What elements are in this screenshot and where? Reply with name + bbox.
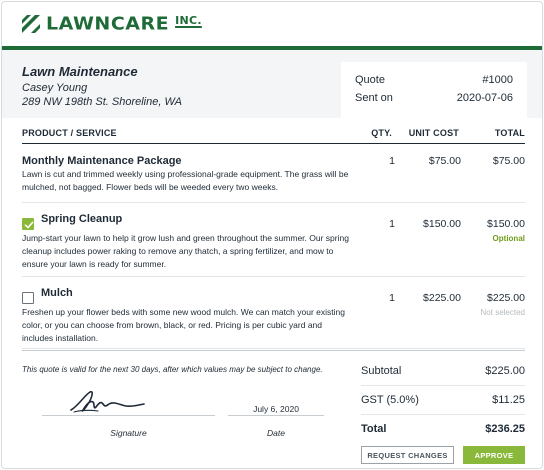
header-total: TOTAL [494,128,525,138]
item-name: Spring Cleanup [41,213,123,225]
quote-title: Lawn Maintenance [22,64,138,79]
quote-meta [341,62,527,118]
item-description: Jump-start your lawn to help it grow lush and green throughout the summer. Our spring cleanup includes power raking to remove any thatch, a spring fertilizer, and mow to ensure your lawn is ready for summer. [22,233,349,269]
brand-logo [22,15,202,33]
quote-number-label: Quote [355,74,385,86]
subtotal-label: Subtotal [361,365,402,377]
item-unit-cost: $150.00 [423,218,461,230]
validity-note: This quote is valid for the next 30 days, after which values may be subject to change. [22,365,323,374]
mulch-checkbox[interactable] [22,292,34,304]
line-item-spring-cleanup [22,203,525,277]
total-row [361,415,525,444]
quote-number-value: #1000 [482,74,513,86]
footer-divider [22,350,525,351]
customer-name: Casey Young [22,82,88,94]
customer-address: 289 NW 198th St. Shoreline, WA [22,96,182,108]
header-product: PRODUCT / SERVICE [22,128,117,138]
tax-label: GST (5.0%) [361,394,419,406]
date-line [228,415,324,416]
signature-date: July 6, 2020 [253,404,299,414]
tax-value: $11.25 [492,394,525,406]
total-label: Total [361,423,387,435]
tax-row [361,386,525,415]
total-value: $236.25 [485,423,525,435]
item-name: Monthly Maintenance Package [22,155,182,167]
item-unit-cost: $225.00 [423,292,461,304]
table-header [22,124,525,144]
brand-suffix: INC. [175,14,202,27]
brand-name: LAWNCARE [46,13,170,35]
item-description: Freshen up your flower beds with some new wood mulch. We can match your existing color, or you can choose from brown, black, or red. Pricing is per cubic yard and includes installation. [22,307,345,343]
quote-header [2,50,542,118]
item-status-not-selected: Not selected [480,308,525,317]
subtotal-row [361,357,525,386]
brand-bar [2,2,542,46]
quote-card [1,1,543,469]
item-total: $150.00 [487,218,525,230]
request-changes-button[interactable]: REQUEST CHANGES [361,446,454,464]
checkmark-icon [24,220,34,230]
approve-button[interactable]: APPROVE [463,446,525,464]
spring-cleanup-checkbox[interactable] [22,218,34,230]
date-caption: Date [267,428,285,438]
item-unit-cost: $75.00 [428,155,461,167]
signature-line [42,415,215,416]
line-item-mulch [22,277,525,349]
item-description: Lawn is cut and trimmed weekly using professional-grade equipment. The grass will be mulched, not bagged. Flower beds will be weeded every two weeks. [22,169,349,192]
header-unit-cost: UNIT COST [408,128,459,138]
signature-caption: Signature [110,428,147,438]
item-name: Mulch [41,287,73,299]
subtotal-value: $225.00 [485,365,525,377]
item-qty: 1 [389,292,395,304]
item-status-optional: Optional [492,234,525,243]
item-qty: 1 [389,155,395,167]
item-total: $225.00 [487,292,525,304]
diagonal-stripes-icon [22,15,40,33]
item-total: $75.00 [492,155,525,167]
quote-number-row [355,74,513,90]
sent-date-label: Sent on [355,92,393,104]
header-qty: QTY. [371,128,392,138]
signature-scribble [68,388,148,418]
sent-date-row [355,92,513,108]
sent-date-value: 2020-07-06 [456,92,513,104]
item-qty: 1 [389,218,395,230]
line-item-maintenance [22,145,525,203]
